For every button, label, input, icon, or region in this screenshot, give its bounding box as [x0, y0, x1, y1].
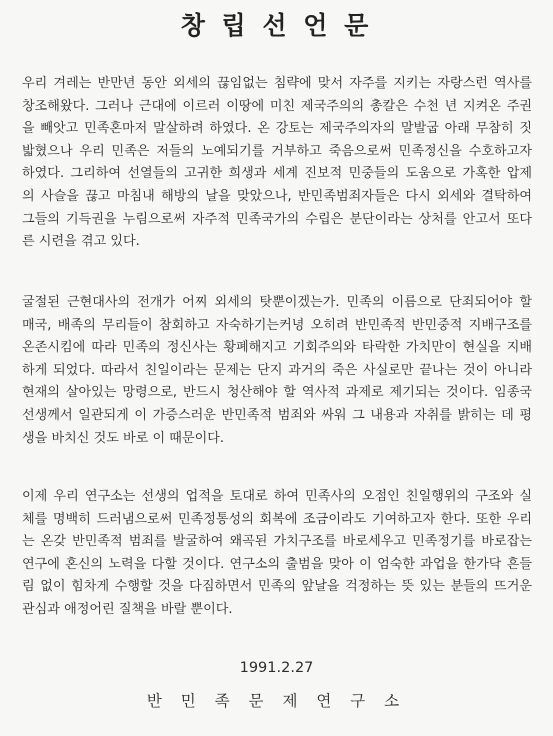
document-title: 창 립 선 언 문 — [180, 11, 373, 40]
paragraph-line: 굴절된 근현대사의 전개가 어찌 외세의 탓뿐이겠는가. 민족의 이름으로 단죄되어야 할 — [22, 295, 532, 310]
paragraph-line: 하였다. 그리하여 선열들의 고귀한 희생과 세계 진보적 민중들의 도움으로 가혹한 압제 — [22, 166, 532, 182]
paragraph-line: 림 없이 힘차게 수행할 것을 다짐하면서 민족의 앞날을 걱정하는 뜻 있는 분들의 뜨거운 — [22, 579, 532, 595]
paragraph-line: 을 빼앗고 민족혼마저 말살하려 하였다. 온 강토는 제국주의자의 말발굽 아래 무참히 짓 — [22, 121, 532, 137]
paragraph-line: 선생께서 일관되게 이 가증스러운 반민족적 범죄와 싸워 그 내용과 자취를 밝히는 데 평 — [22, 407, 532, 423]
paragraph-line: 우리 겨레는 반만년 동안 외세의 끊임없는 침략에 맞서 자주를 지키는 자랑스런 역사를 — [22, 76, 532, 91]
paragraph-line: 하게 되었다. 따라서 친일이라는 문제는 단지 과거의 죽은 사실로만 끝나는 것이 아니라 — [22, 362, 532, 378]
paragraph-line: 관심과 애정어린 질책을 바랄 뿐이다. — [22, 601, 233, 617]
paragraph-line: 는 온갖 반민족적 범죄를 발굴하여 왜곡된 가치구조를 바로세우고 민족정기를 바로잡는 — [22, 534, 532, 550]
paragraph-line: 창조해왔다. 그러나 근대에 이르러 이땅에 미친 제국주의의 총칼은 수천 년 지켜온 주권 — [22, 98, 532, 114]
paragraph-1 — [22, 73, 532, 254]
paragraph-line: 매국, 배족의 무리들이 참회하고 자숙하기는커녕 오히려 반민족적 반민중적 지배구조를 — [22, 317, 532, 333]
paragraph-2 — [22, 292, 532, 450]
paragraph-line: 밟혔으나 우리 민족은 저들의 노예되기를 거부하고 죽음으로써 민족정신을 수호하고자 — [22, 143, 532, 159]
paragraph-line: 생을 바치신 것도 바로 이 때문이다. — [22, 430, 225, 446]
paragraph-line: 의 사슬을 끊고 마침내 해방의 날을 맞았으나, 반민족범죄자들은 다시 외세와 결탁하여 — [22, 188, 532, 204]
declaration-date: 1991.2.27 — [239, 660, 314, 676]
paragraph-line: 른 시련을 겪고 있다. — [22, 234, 140, 250]
organization-name: 반 민 족 문 제 연 구 소 — [146, 692, 407, 710]
paragraph-line: 연구에 혼신의 노력을 다할 것이다. 연구소의 출범을 맞아 이 엄숙한 과업을 한가닥 흔들 — [22, 556, 532, 572]
paragraph-line: 체를 명백히 드러냄으로써 민족정통성의 회복에 조금이라도 기여하고자 한다. 또한 우리 — [22, 511, 532, 527]
paragraph-3 — [22, 486, 532, 622]
paragraph-line: 온존시킴에 따라 민족의 정신사는 황폐해지고 기회주의와 타락한 가치만이 현실을 지배 — [22, 340, 532, 356]
paragraph-line: 그들의 기득권을 누림으로써 자주적 민족국가의 수립은 분단이라는 상처를 안고서 또다 — [22, 211, 532, 227]
paragraph-line: 이제 우리 연구소는 선생의 업적을 토대로 하여 민족사의 오점인 친일행위의 구조와 실 — [22, 489, 532, 504]
paragraph-line: 현재의 살아있는 망령으로, 반드시 청산해야 할 역사적 과제로 제기되는 것이다. 임종국 — [22, 385, 532, 401]
